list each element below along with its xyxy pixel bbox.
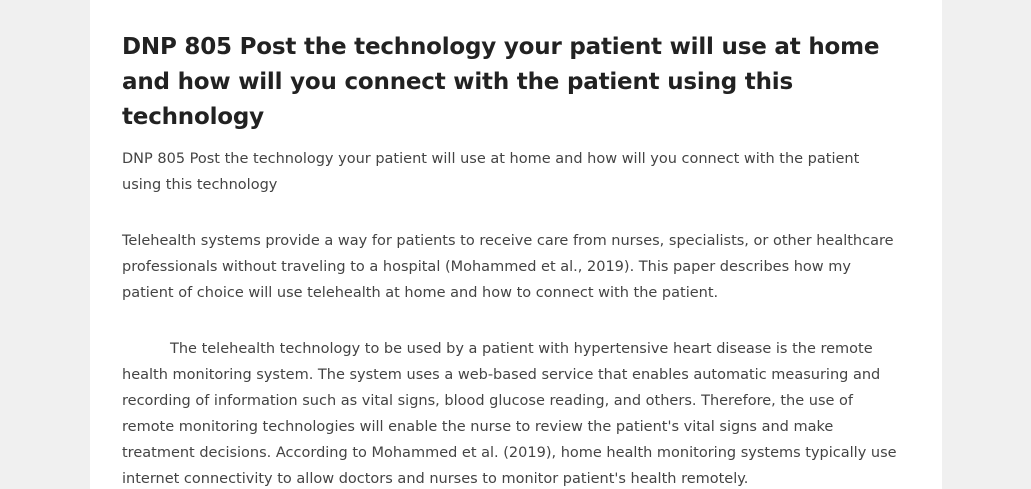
article-paragraph-2: The telehealth technology to be used by a patient with hypertensive heart disease is the remote health monitoring system. The system uses a web-based service that enables automatic measuring and recording of information such as vital signs, blood glucose reading, and others. Therefore, the use of remote monitoring technologies will enable the nurse to review the patient's vital signs and make treatment decisions. According to Mohammed et al. (2019), home health monitoring systems typically use internet connectivity to allow doctors and nurses to monitor patient's health remotely. bbox=[122, 341, 897, 487]
article-page bbox=[90, 0, 942, 489]
article-title: DNP 805 Post the technology your patient will use at home and how will you connect with the patient using this technology bbox=[122, 34, 880, 130]
article-paragraph-1: Telehealth systems provide a way for patients to receive care from nurses, specialists, or other healthcare professionals without traveling to a hospital (Mohammed et al., 2019). This paper describes how my patient of choice will use telehealth at home and how to connect with the patient. bbox=[122, 233, 894, 301]
article-content bbox=[122, 30, 902, 489]
article-subtitle: DNP 805 Post the technology your patient will use at home and how will you connect with the patient using this technology bbox=[122, 151, 860, 193]
